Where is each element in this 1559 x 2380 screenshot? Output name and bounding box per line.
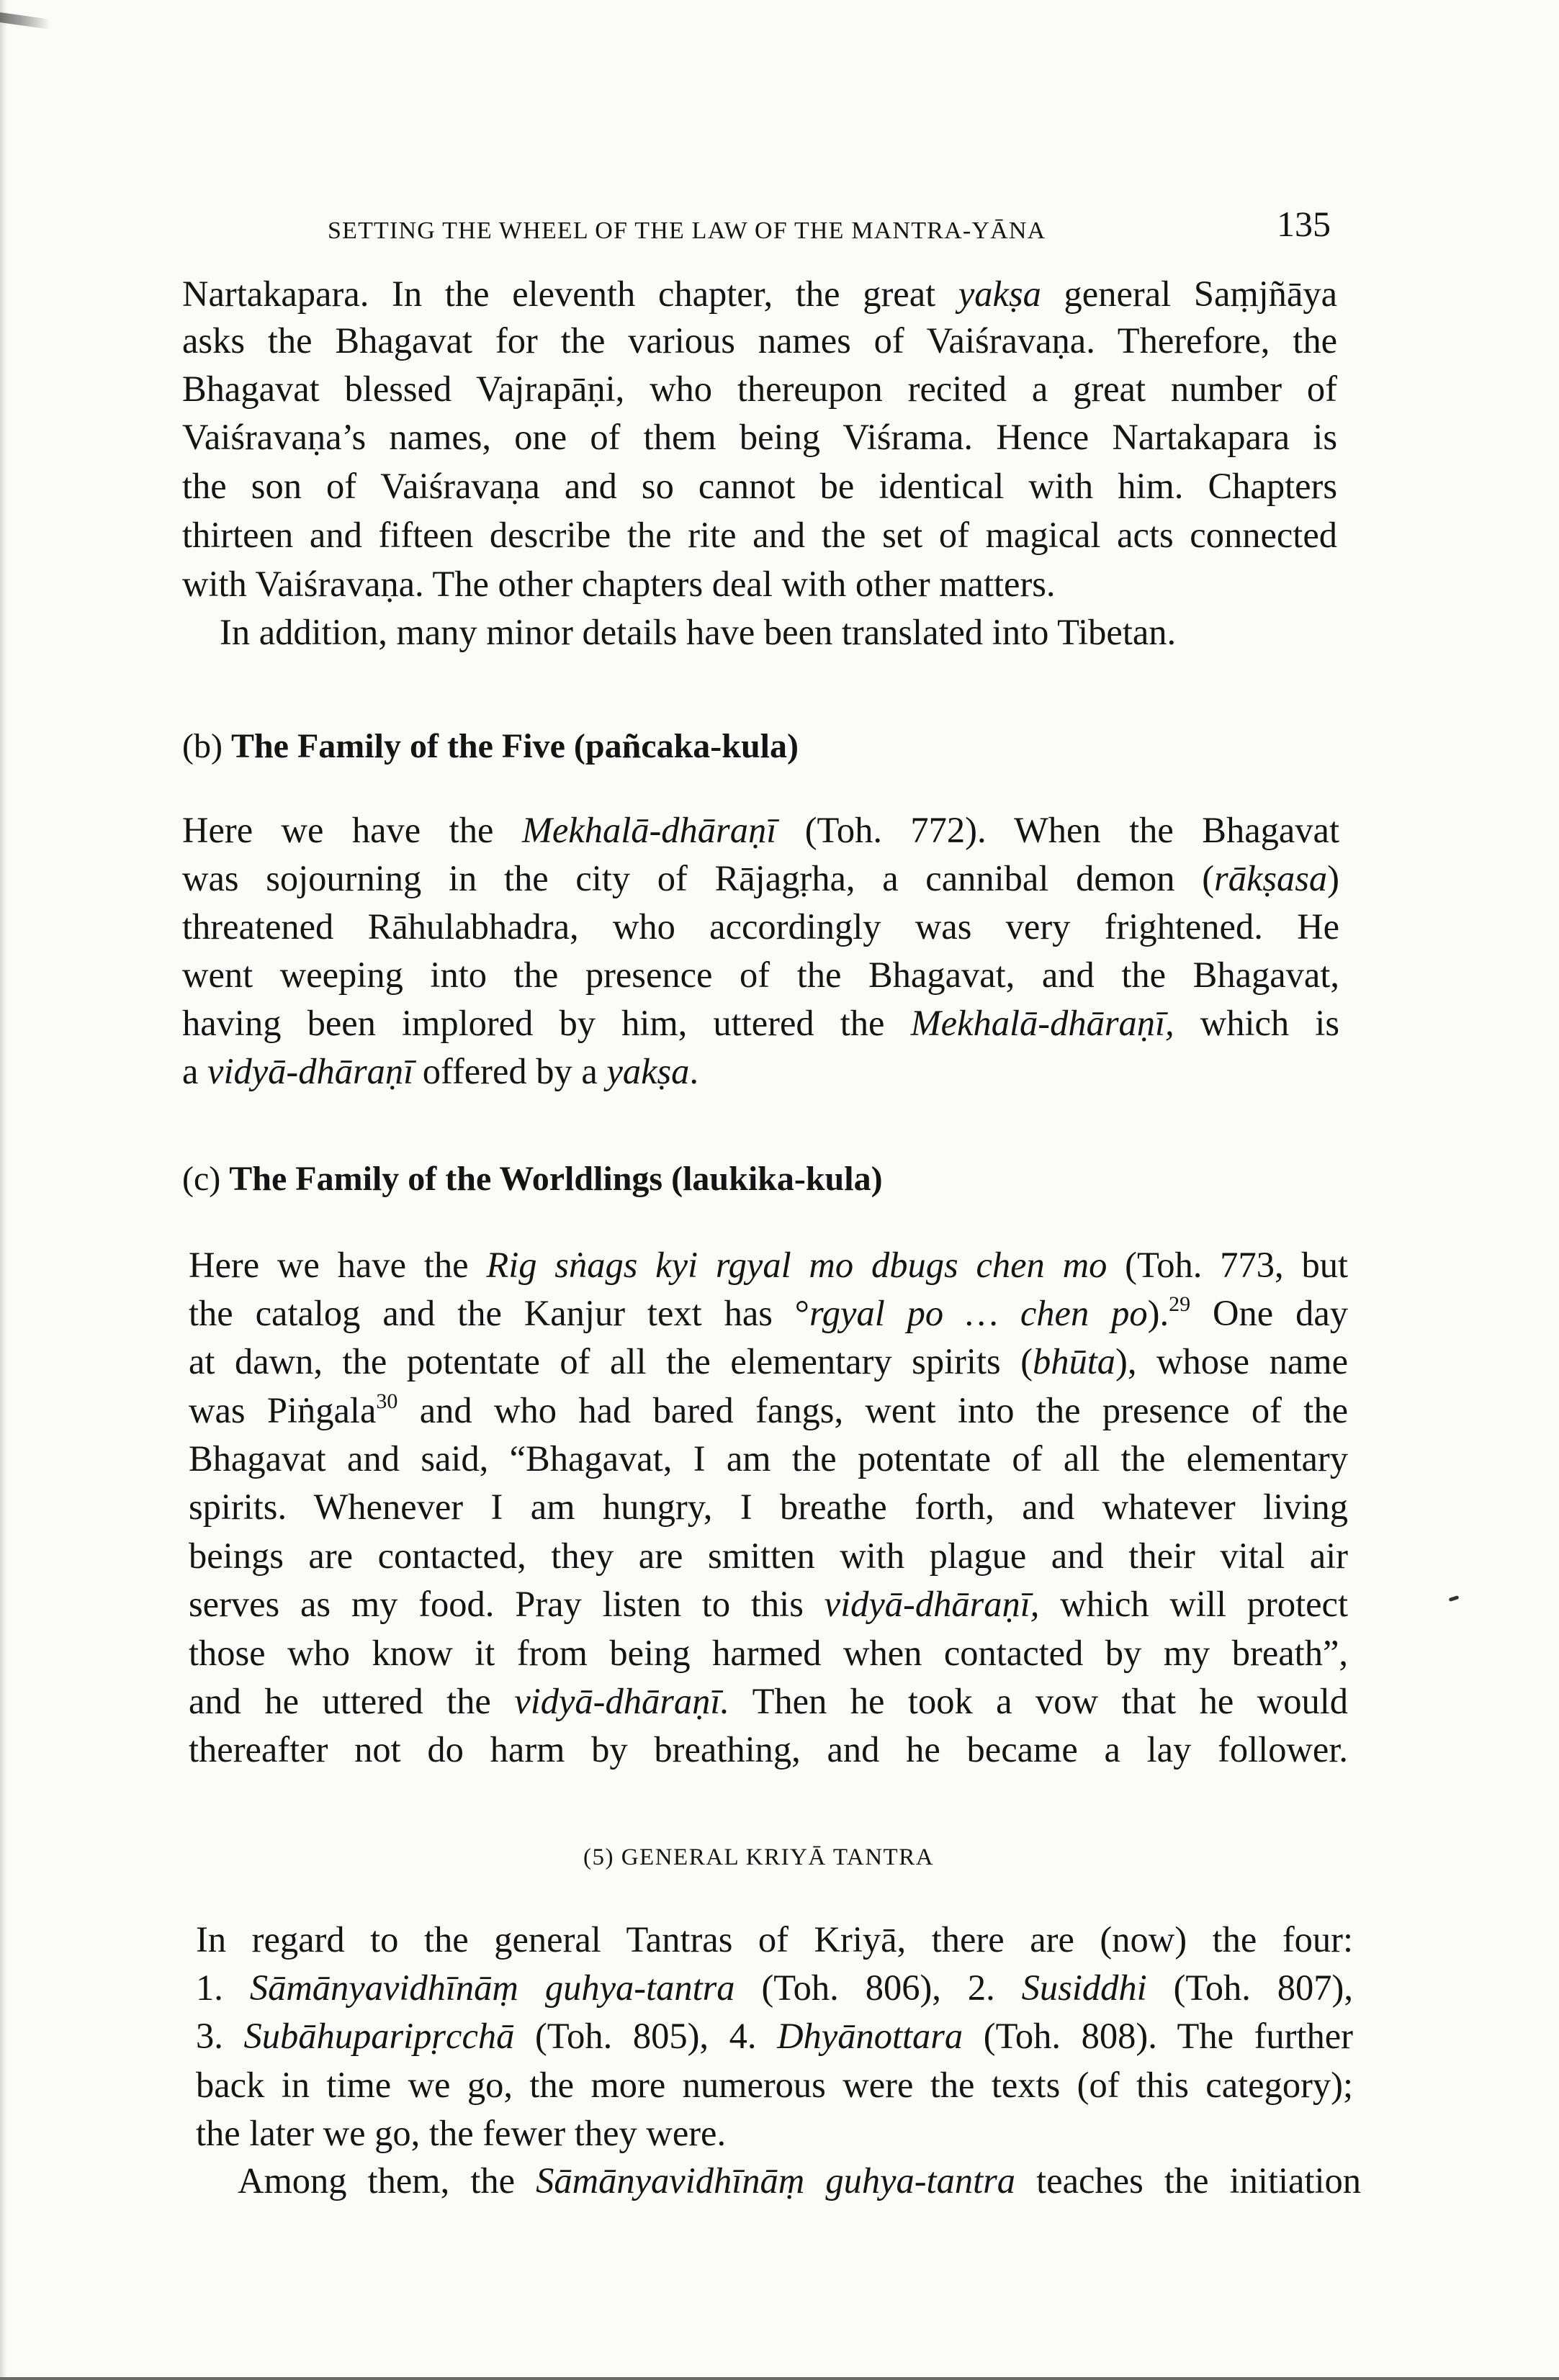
paragraph-line: the later we go, the fewer they were. — [196, 2113, 727, 2153]
paragraph-line: at dawn, the potentate of all the elementary spirits (bhūta), whose name — [189, 1341, 1348, 1381]
paragraph-line: a vidyā-dhāraṇī offered by a yakṣa. — [182, 1051, 699, 1091]
paragraph-line: was Piṅgala$^{30}$ and who had bared fangs, went into the presence of the — [189, 1389, 1349, 1430]
paragraph-line: In addition, many minor details have been translated into Tibetan. — [220, 612, 1177, 652]
paragraph-line: Vaiśravaṇa’s names, one of them being Viśrama. Hence Nartakapara is — [182, 417, 1337, 457]
paragraph-line: back in time we go, the more numerous were the texts (of this category); — [196, 2065, 1353, 2105]
paragraph-line: the catalog and the Kanjur text has °rgyal po … chen po).$^{29}$ One day — [189, 1292, 1348, 1333]
paragraph-line: thereafter not do harm by breathing, and he became a lay follower. — [189, 1729, 1348, 1770]
running-head — [328, 202, 1336, 252]
paragraph-line: and he uttered the vidyā-dhāraṇī. Then he took a vow that he would — [189, 1681, 1348, 1721]
section-5-title: (5) GENERAL KRIYĀ TANTRA — [583, 1844, 935, 1870]
section-heading-b: (b) The Family of the Five (pañcaka-kula) — [182, 727, 799, 765]
footnote-ref: 30 — [376, 1389, 398, 1413]
paragraph-line: 3. Subāhuparipṛcchā (Toh. 805), 4. Dhyānottara (Toh. 808). The further — [196, 2016, 1353, 2056]
footnote-ref: 29 — [1169, 1292, 1191, 1316]
paragraph-line: Bhagavat blessed Vajrapāṇi, who thereupon recited a great number of — [182, 369, 1337, 409]
paragraph-line: Nartakapara. In the eleventh chapter, the great yakṣa general Saṃjñāya — [182, 274, 1337, 314]
paragraph-line: In regard to the general Tantras of Kriyā, there are (now) the four: — [196, 1919, 1353, 1960]
paragraph-line: 1. Sāmānyavidhīnāṃ guhya-tantra (Toh. 806), 2. Susiddhi (Toh. 807), — [196, 1967, 1353, 2008]
stray-ink-mark — [1449, 1595, 1460, 1602]
paragraph-line: Here we have the Rig sṅags kyi rgyal mo dbugs chen mo (Toh. 773, but — [189, 1245, 1349, 1285]
scan-bottom-edge — [0, 2377, 1559, 2380]
section-heading-c: (c) The Family of the Worldlings (laukika-kula) — [182, 1160, 883, 1198]
running-head-title: SETTING THE WHEEL OF THE LAW OF THE MANTRA-YĀNA — [328, 217, 1046, 244]
paragraph-line: Here we have the Mekhalā-dhāraṇī (Toh. 772). When the Bhagavat — [182, 810, 1339, 850]
paragraph-line: having been implored by him, uttered the Mekhalā-dhāraṇī, which is — [182, 1003, 1339, 1043]
scan-corner-artifact — [0, 12, 50, 30]
paragraph-line: was sojourning in the city of Rājagṛha, a cannibal demon (rākṣasa) — [182, 858, 1339, 898]
paragraph-line: serves as my food. Pray listen to this vidyā-dhāraṇī, which will protect — [189, 1584, 1348, 1624]
paragraph-line: Bhagavat and said, “Bhagavat, I am the potentate of all the elementary — [189, 1438, 1348, 1479]
paragraph-line: those who know it from being harmed when contacted by my breath”, — [189, 1633, 1348, 1673]
paragraph-line: Among them, the Sāmānyavidhīnāṃ guhya-tantra teaches the initiation — [238, 2160, 1361, 2201]
paragraph-line: went weeping into the presence of the Bhagavat, and the Bhagavat, — [182, 955, 1339, 995]
paragraph-line: asks the Bhagavat for the various names of Vaiśravaṇa. Therefore, the — [182, 320, 1337, 361]
paragraph-line: thirteen and fifteen describe the rite and the set of magical acts connected — [182, 515, 1337, 555]
paragraph-line: threatened Rāhulabhadra, who accordingly was very frightened. He — [182, 906, 1339, 947]
page-number: 135 — [1277, 204, 1331, 244]
paragraph-line: the son of Vaiśravaṇa and so cannot be identical with him. Chapters — [182, 466, 1337, 506]
paragraph-line: with Vaiśravaṇa. The other chapters deal with other matters. — [182, 564, 1056, 604]
paragraph-line: beings are contacted, they are smitten with plague and their vital air — [189, 1536, 1348, 1576]
scan-edge-shadow — [0, 0, 7, 2380]
paragraph-line: spirits. Whenever I am hungry, I breathe forth, and whatever living — [189, 1487, 1348, 1527]
